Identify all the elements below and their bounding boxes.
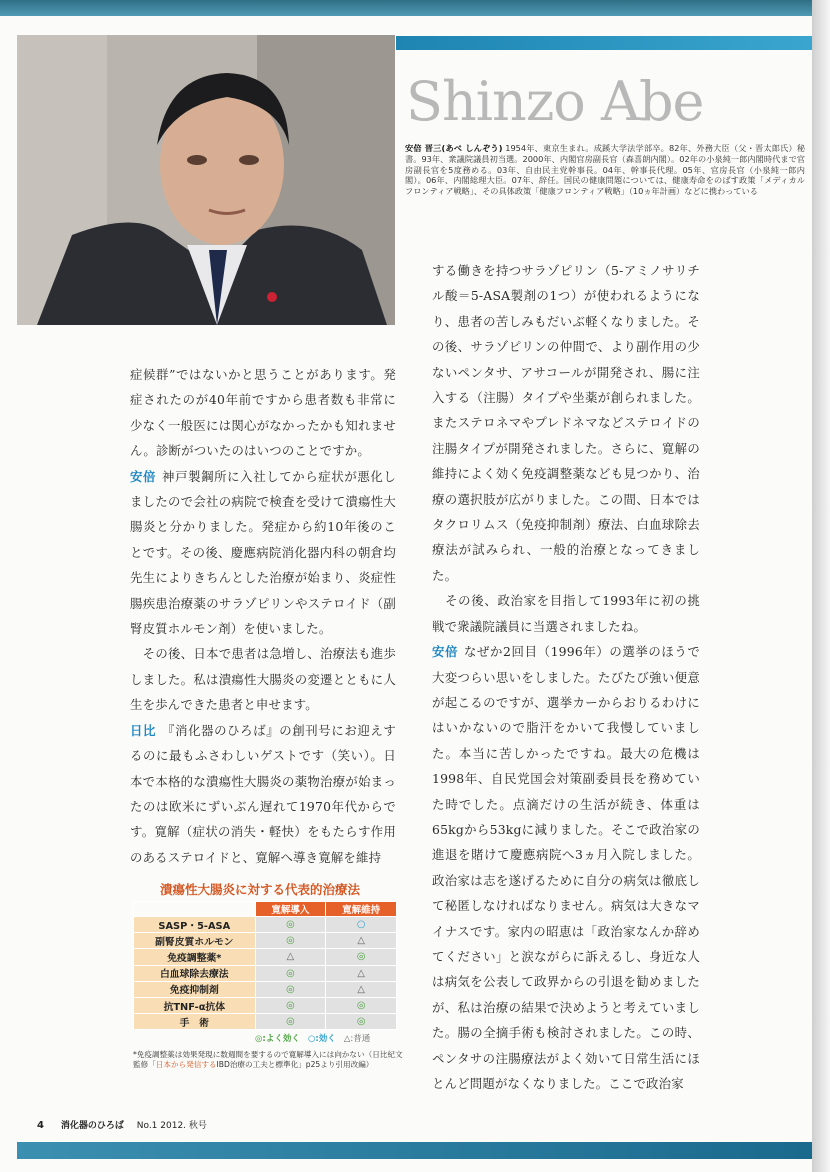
paragraph: 症候群”ではないかと思うことがあります。発症されたのが40年前ですから患者数も非常に少なく一般医には関心がなかったかも知れません。診断がついたのはいつのことですか。 (130, 367, 396, 459)
left-column (130, 362, 396, 870)
table-row (134, 997, 397, 1013)
table-row (134, 981, 397, 997)
induction-mark: ◎ (255, 1014, 326, 1030)
induction-mark: ◎ (255, 997, 326, 1013)
page-number: 4 (37, 1120, 44, 1131)
maintenance-mark: △ (326, 965, 397, 981)
induction-mark: ◎ (255, 965, 326, 981)
paragraph: その後、日本で患者は急増し、治療法も進歩しました。私は潰瘍性大腸炎の変遷とともに人生を歩んできた患者と申せます。 (130, 646, 396, 713)
maintenance-mark: ◎ (326, 997, 397, 1013)
table-row (134, 949, 397, 965)
treatment-name: 免疫抑制剤 (134, 981, 256, 997)
paragraph: する働きを持つサラゾピリン（5-アミノサリチル酸＝5-ASA製剤の1つ）が使われるようになり、患者の苦しみもだいぶ軽くなりました。その後、サラゾピリンの仲間で、より副作用の少ないペンタサ、アサコールが開発され、腸に注入する（注腸）タイプや坐薬が創られました。またステロネマやプレドネマなどステロイドの注腸タイプが開発されました。さらに、寛解の維持によく効く免疫調整薬なども見つかり、治療の選択肢が広がりました。この間、日本ではタクロリムス（免疫抑制剤）療法、白血球除去療法が試みられ、一般的治療となってきました。 (432, 263, 700, 583)
top-color-bar (0, 0, 830, 16)
treatment-name: 手 術 (134, 1014, 256, 1030)
issue-label: No.1 2012. 秋号 (136, 1121, 207, 1131)
column-header: 寛解導入 (255, 902, 326, 917)
header-blue-band (396, 36, 812, 50)
table-row (134, 1014, 397, 1030)
treatment-table (133, 901, 397, 1030)
table-row (134, 933, 397, 949)
bottom-color-bar (17, 1142, 812, 1159)
induction-mark: ◎ (255, 981, 326, 997)
paragraph: その後、政治家を目指して1993年に初の挑戦で衆議院議員に当選されましたね。 (432, 593, 700, 634)
page-footer (37, 1118, 207, 1131)
induction-mark: △ (255, 949, 326, 965)
speaker-label: 日比 (130, 722, 157, 738)
maintenance-mark: ◎ (326, 949, 397, 965)
induction-mark: ◎ (255, 917, 326, 933)
table-title: 潰瘍性大腸炎に対する代表的治療法 (160, 882, 361, 897)
treatment-name: SASP・5-ASA (134, 917, 256, 933)
paragraph: 安倍 なぜか2回目（1996年）の選挙のほうで大変つらい思いをしました。たびたび強い便意が起こるのですが、選挙カーからおりるわけにはいかないので脂汗をかいて我慢していました。本当に苦しかったですね。最大の危機は1998年、自民党国会対策副委員長を務めていた時でした。点滴だけの生活が続き、体重は65kgから53kgに減りました。そこで政治家の進退を賭けて慶應病院へ3ヵ月入院しました。政治家は志を遂げるために自分の病気は徹底して秘匿しなければなりません。病気は大きなマイナスです。家内の昭恵は「政治家なんか辞めてください」と涙ながらに訴えるし、身近な人は病気を公表して政界からの引退を勧めましたが、私は治療の結果で決めようと考えていました。腸の全摘手術も検討されました。この時、ペンタサの注腸療法がよく効いて日常生活にほとんど問題がなくなりました。ここで政治家 (432, 644, 701, 1091)
column-header: 寛解維持 (326, 902, 397, 917)
treatment-name: 免疫調整薬* (134, 949, 256, 965)
induction-mark: ◎ (255, 933, 326, 949)
bio-text: 1954年、東京生まれ。成蹊大学法学部卒。82年、外務大臣（父・晋太郎氏）秘書。93年、衆議院議員初当選。2000年、内閣官房副長官（森喜朗内閣）。02年の小泉純一郎内閣時代まで官房副長官を5度務める。03年、自由民主党幹事長。04年、幹事長代理。05年、官房長官（小泉純一郎内閣）。06年、内閣総理大臣。07年、辞任。国民の健康問題については、健康寿命をのばす政策「メディカルフロンティア戦略」、その具体政策「健康フロンティア戦略」（10ヵ年計画）などに携わっている (405, 143, 806, 197)
maintenance-mark: ◎ (326, 1014, 397, 1030)
page-title: Shinzo Abe (406, 70, 704, 133)
maintenance-mark: ○ (326, 917, 397, 933)
table-row (134, 917, 397, 933)
table-row (134, 965, 397, 981)
bio-block (405, 143, 805, 197)
treatment-name: 白血球除去療法 (134, 965, 256, 981)
speaker-label: 安倍 (432, 644, 459, 660)
paragraph: 日比 『消化器のひろば』の創刊号にお迎えするのに最もふさわしいゲストです（笑い）。日本で本格的な潰瘍性大腸炎の薬物治療が始まったのは欧米にずいぶん遅れて1970年代からです。寛解（症状の消失・軽快）をもたらす作用のあるステロイドと、寛解へ導き寛解を維持 (130, 722, 396, 865)
treatment-name: 副腎皮質ホルモン (134, 933, 256, 949)
paragraph: 安倍 神戸製鋼所に入社してから症状が悪化しましたので会社の病院で検査を受けて潰瘍性大腸炎と分かりました。発症から約10年後のことです。その後、慶應病院消化器内科の朝倉均先生によりきちんとした治療が始まり、炎症性腸疾患治療薬のサラゾピリンやステロイド（副腎皮質ホルモン剤）を使いました。 (130, 468, 396, 637)
table-legend: ◎:よく効く ○:効く △:普通 (255, 1034, 371, 1044)
right-column (432, 258, 700, 1096)
speaker-label: 安倍 (130, 468, 157, 484)
bio-name: 安倍 晋三(あべ しんぞう) (405, 143, 503, 153)
page-edge-shadow (812, 0, 830, 1172)
magazine-name: 消化器のひろば (60, 1121, 124, 1131)
maintenance-mark: △ (326, 933, 397, 949)
table-footnote: *免疫調整薬は効果発現に数週間を要するので寛解導入には向かない（日比紀文監修「日本から発信するIBD治療の工夫と標準化」p25より引用改編） (133, 1050, 403, 1069)
portrait-photo (17, 35, 395, 325)
maintenance-mark: △ (326, 981, 397, 997)
treatment-name: 抗TNF-α抗体 (134, 997, 256, 1013)
